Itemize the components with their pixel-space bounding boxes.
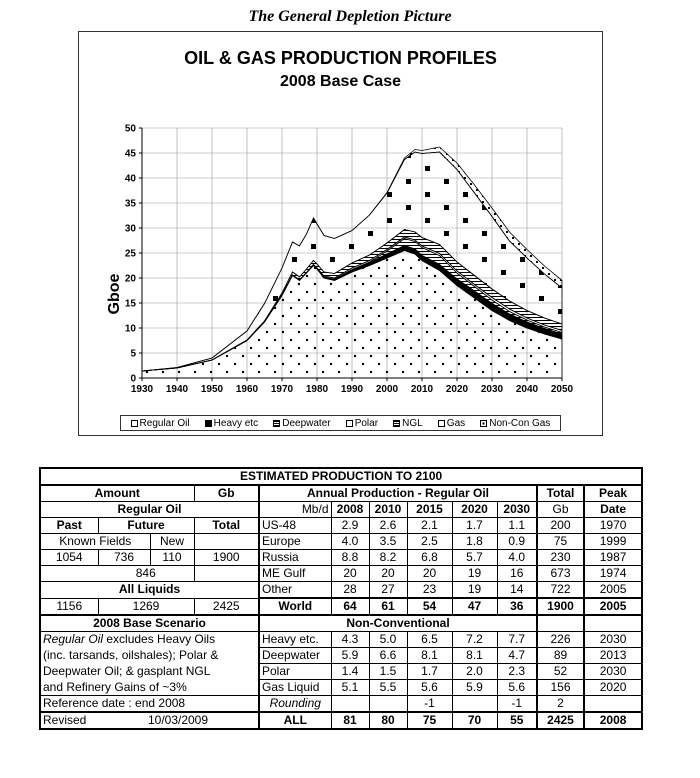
cell: [584, 696, 642, 713]
year-header: 2010: [369, 502, 407, 518]
legend-swatch-icon: [346, 420, 353, 427]
x-tick-label: 2010: [410, 384, 434, 395]
peak-header: Peak: [584, 485, 642, 502]
date-header: Date: [584, 502, 642, 518]
region-name: Other: [259, 582, 331, 599]
mbd-header: Mb/d: [259, 502, 331, 518]
cell: 1.4: [331, 664, 369, 680]
production-table: [39, 467, 643, 730]
cell: 5.9: [331, 648, 369, 664]
x-tick-label: 2050: [550, 384, 574, 395]
legend-label: Deepwater: [282, 417, 331, 429]
legend-deepwater: [273, 418, 330, 429]
empty-cell: [584, 615, 642, 632]
total-value: 1900: [194, 550, 259, 566]
past-header: Past: [40, 518, 98, 534]
all-label: ALL: [259, 712, 331, 729]
year-header: 2008: [331, 502, 369, 518]
cell: 1.7: [452, 518, 497, 534]
y-tick-label: 50: [124, 123, 136, 135]
x-tick-label: 2030: [480, 384, 504, 395]
chart-legend: [120, 415, 561, 431]
cell: 5.6: [497, 680, 537, 696]
x-tick-label: 2000: [375, 384, 399, 395]
reference-date: Reference date : end 2008: [40, 696, 259, 713]
cell: 156: [537, 680, 584, 696]
legend-label: Regular Oil: [139, 417, 190, 429]
cell: 55: [497, 712, 537, 729]
cell: 54: [407, 598, 452, 615]
nonconv-name: Deepwater: [259, 648, 331, 664]
y-tick-label: 15: [124, 298, 136, 310]
cell: 2: [537, 696, 584, 713]
cell: 80: [369, 712, 407, 729]
y-tick-label: 25: [124, 248, 136, 260]
region-name: US-48: [259, 518, 331, 534]
cell: 2.6: [369, 518, 407, 534]
cell: 7.2: [452, 632, 497, 648]
cell: 20: [331, 566, 369, 582]
cell: 2005: [584, 582, 642, 599]
cell: 2013: [584, 648, 642, 664]
cell: 0.9: [497, 534, 537, 550]
cell: 81: [331, 712, 369, 729]
cell: 19: [452, 566, 497, 582]
legend-noncon-gas: [480, 418, 550, 429]
year-header: 2015: [407, 502, 452, 518]
scenario-note: and Refinery Gains of ~3%: [40, 680, 259, 696]
y-tick-label: 30: [124, 223, 136, 235]
cell: 3.5: [369, 534, 407, 550]
all-liquids-header: All Liquids: [40, 582, 259, 599]
cell: 8.2: [369, 550, 407, 566]
chart-title: OIL & GAS PRODUCTION PROFILES: [184, 48, 497, 68]
gb-header: Gb: [194, 485, 259, 502]
legend-gas: [438, 418, 465, 429]
past-value: 1054: [40, 550, 98, 566]
nonconv-name: Gas Liquid: [259, 680, 331, 696]
cell: [331, 696, 369, 713]
total-sub-header: Total: [194, 518, 259, 534]
cell: 1900: [537, 598, 584, 615]
y-tick-label: 5: [130, 348, 136, 360]
legend-swatch-icon: [205, 420, 212, 427]
cell: 1970: [584, 518, 642, 534]
x-tick-label: 1950: [200, 384, 224, 395]
region-name: ME Gulf: [259, 566, 331, 582]
cell: 5.0: [369, 632, 407, 648]
nonconv-name: Polar: [259, 664, 331, 680]
scenario-note: (inc. tarsands, oilshales); Polar &: [40, 648, 259, 664]
cell: 23: [407, 582, 452, 599]
annual-header: Annual Production - Regular Oil: [259, 485, 537, 502]
cell: 2030: [584, 632, 642, 648]
empty-cell: [40, 566, 98, 582]
cell: 28: [331, 582, 369, 599]
x-tick-label: 1980: [305, 384, 329, 395]
cell: 70: [452, 712, 497, 729]
scenario-note-em: Regular Oil: [43, 632, 104, 647]
x-tick-label: 1970: [270, 384, 294, 395]
cell: 8.1: [452, 648, 497, 664]
cell: -1: [497, 696, 537, 713]
cell: 5.6: [407, 680, 452, 696]
page-title: The General Depletion Picture: [248, 8, 452, 25]
legend-polar: [346, 418, 378, 429]
cell: 4.3: [331, 632, 369, 648]
legend-label: Heavy etc: [213, 417, 259, 429]
cell: 230: [537, 550, 584, 566]
cell: 75: [537, 534, 584, 550]
legend-label: Polar: [354, 417, 379, 429]
empty-cell: [537, 615, 584, 632]
cell: [452, 696, 497, 713]
cell: 2008: [584, 712, 642, 729]
scenario-note: [40, 632, 259, 648]
y-tick-label: 35: [124, 198, 136, 210]
x-tick-label: 1940: [165, 384, 189, 395]
cell: 2005: [584, 598, 642, 615]
y-tick-label: 20: [124, 273, 136, 285]
empty-cell: [194, 566, 259, 582]
cell: 1.8: [452, 534, 497, 550]
nonconv-header: Non-Conventional: [259, 615, 537, 632]
legend-swatch-icon: [131, 420, 138, 427]
x-tick-label: 1960: [235, 384, 259, 395]
cell: 6.8: [407, 550, 452, 566]
cell: 4.0: [497, 550, 537, 566]
x-tick-label: 2020: [445, 384, 469, 395]
cell: 2425: [537, 712, 584, 729]
cell: 64: [331, 598, 369, 615]
cell: 8.8: [331, 550, 369, 566]
cell: 4.0: [331, 534, 369, 550]
cell: 2.9: [331, 518, 369, 534]
cell: 20: [369, 566, 407, 582]
future-header: Future: [98, 518, 194, 534]
cell: 19: [452, 582, 497, 599]
cell: 4.7: [497, 648, 537, 664]
cell: 5.7: [452, 550, 497, 566]
cell: 47: [452, 598, 497, 615]
cell: 5.9: [452, 680, 497, 696]
legend-label: NGL: [402, 417, 423, 429]
cell: 1.5: [369, 664, 407, 680]
world-label: World: [259, 598, 331, 615]
legend-label: Non-Con Gas: [489, 417, 551, 429]
empty-cell: [194, 534, 259, 550]
cell: 52: [537, 664, 584, 680]
x-tick-label: 1930: [130, 384, 154, 395]
cell: 226: [537, 632, 584, 648]
legend-heavy: [205, 418, 258, 429]
regular-oil-header: Regular Oil: [40, 502, 259, 518]
cell: 6.5: [407, 632, 452, 648]
cell: 1.1: [497, 518, 537, 534]
cell: 14: [497, 582, 537, 599]
cell: 5.5: [369, 680, 407, 696]
cell: 2.0: [452, 664, 497, 680]
scenario-note: Deepwater Oil; & gasplant NGL: [40, 664, 259, 680]
table-title: ESTIMATED PRODUCTION TO 2100: [40, 468, 642, 485]
all-liquids-total: 2425: [194, 598, 259, 615]
y-tick-label: 40: [124, 173, 136, 185]
cell: 61: [369, 598, 407, 615]
x-tick-label: 1990: [340, 384, 364, 395]
all-liquids-past: 1156: [40, 598, 98, 615]
region-name: Europe: [259, 534, 331, 550]
year-header: 2030: [497, 502, 537, 518]
legend-swatch-icon: [393, 420, 400, 427]
legend-regular-oil: [131, 418, 190, 429]
cell: 2.1: [407, 518, 452, 534]
chart-svg: [79, 32, 602, 435]
x-tick-label: 2040: [515, 384, 539, 395]
legend-swatch-icon: [273, 420, 280, 427]
y-tick-label: 10: [124, 323, 136, 335]
revised-label: Revised: [40, 712, 98, 729]
cell: 1.7: [407, 664, 452, 680]
legend-ngl: [393, 418, 423, 429]
amount-header: Amount: [40, 485, 194, 502]
revised-date: 10/03/2009: [98, 712, 259, 729]
y-tick-label: 0: [130, 373, 136, 385]
cell: 16: [497, 566, 537, 582]
known-fields-label: Known Fields: [40, 534, 150, 550]
scenario-note-text: excludes Heavy Oils: [103, 632, 216, 647]
cell: 5.1: [331, 680, 369, 696]
cell: 7.7: [497, 632, 537, 648]
all-liquids-future: 1269: [98, 598, 194, 615]
cell: 27: [369, 582, 407, 599]
legend-label: Gas: [446, 417, 466, 429]
cell: 2.5: [407, 534, 452, 550]
cell: 2020: [584, 680, 642, 696]
known-fields-value: 736: [98, 550, 150, 566]
region-name: Russia: [259, 550, 331, 566]
cell: 722: [537, 582, 584, 599]
cell: 75: [407, 712, 452, 729]
legend-swatch-icon: [480, 420, 487, 427]
y-axis-label: Gboe: [106, 273, 123, 315]
nonconv-name: Heavy etc.: [259, 632, 331, 648]
base-scenario-header: 2008 Base Scenario: [40, 615, 259, 632]
gb-unit: Gb: [537, 502, 584, 518]
cell: 1999: [584, 534, 642, 550]
year-header: 2020: [452, 502, 497, 518]
cell: 36: [497, 598, 537, 615]
cell: 2.3: [497, 664, 537, 680]
total-header: Total: [537, 485, 584, 502]
cell: 89: [537, 648, 584, 664]
cell: -1: [407, 696, 452, 713]
cell: 8.1: [407, 648, 452, 664]
chart-frame: [78, 31, 603, 436]
new-label: New: [150, 534, 194, 550]
cell: 20: [407, 566, 452, 582]
legend-swatch-icon: [438, 420, 445, 427]
rounding-label: Rounding: [259, 696, 331, 713]
chart-subtitle: 2008 Base Case: [280, 73, 401, 90]
cell: 1987: [584, 550, 642, 566]
new-value: 110: [150, 550, 194, 566]
cell: 6.6: [369, 648, 407, 664]
cell: 673: [537, 566, 584, 582]
cell: 1974: [584, 566, 642, 582]
cell: 2030: [584, 664, 642, 680]
cell: [369, 696, 407, 713]
y-tick-label: 45: [124, 148, 136, 160]
future-total-value: 846: [98, 566, 194, 582]
cell: 200: [537, 518, 584, 534]
